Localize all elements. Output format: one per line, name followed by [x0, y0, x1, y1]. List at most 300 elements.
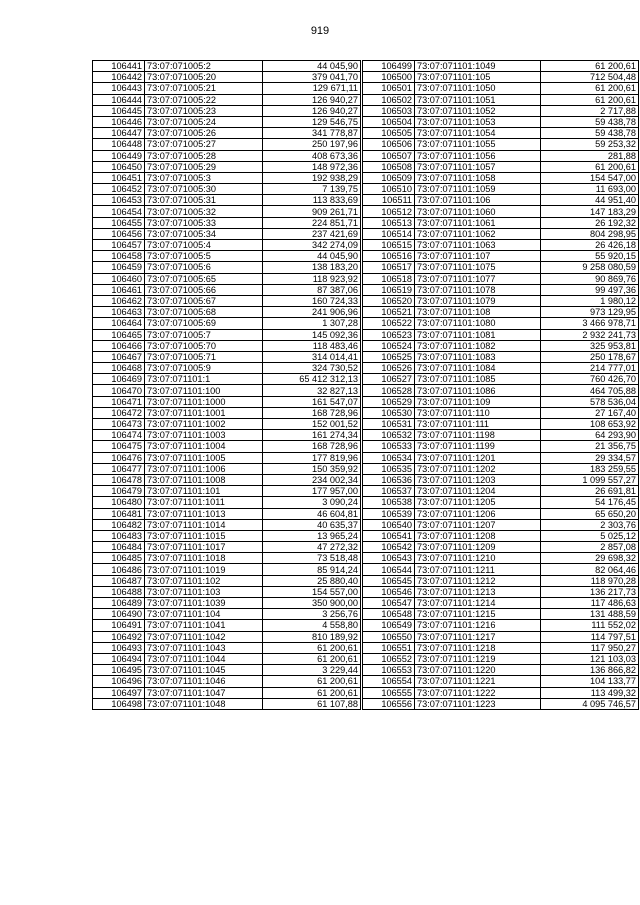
cadastral-number-cell: 73:07:071005:20 — [145, 72, 263, 83]
amount-cell: 214 777,01 — [541, 363, 639, 374]
cadastral-number-cell: 73:07:071101:1000 — [145, 396, 263, 407]
cadastral-number-cell: 73:07:071101:1049 — [415, 61, 541, 72]
amount-cell: 61 200,61 — [541, 61, 639, 72]
table-row — [93, 519, 361, 530]
amount-cell: 250 197,96 — [263, 139, 361, 150]
cadastral-number-cell: 73:07:071101:1218 — [415, 642, 541, 653]
amount-cell: 152 001,52 — [263, 419, 361, 430]
table-row — [363, 676, 639, 687]
table-row — [363, 508, 639, 519]
cadastral-number-cell: 73:07:071101:1221 — [415, 676, 541, 687]
amount-cell: 2 717,88 — [541, 105, 639, 116]
row-number-cell: 106487 — [93, 575, 145, 586]
amount-cell: 138 183,20 — [263, 262, 361, 273]
cadastral-number-cell: 73:07:071101:1075 — [415, 262, 541, 273]
table-row — [363, 340, 639, 351]
amount-cell: 32 827,13 — [263, 385, 361, 396]
row-number-cell: 106511 — [363, 195, 415, 206]
amount-cell: 578 536,04 — [541, 396, 639, 407]
amount-cell: 27 167,40 — [541, 407, 639, 418]
cadastral-number-cell: 73:07:071101:1206 — [415, 508, 541, 519]
row-number-cell: 106526 — [363, 363, 415, 374]
row-number-cell: 106510 — [363, 184, 415, 195]
amount-cell: 65 412 312,13 — [263, 374, 361, 385]
cadastral-number-cell: 73:07:071101:1001 — [145, 407, 263, 418]
cadastral-number-cell: 73:07:071005:2 — [145, 61, 263, 72]
row-number-cell: 106442 — [93, 72, 145, 83]
amount-cell: 114 797,51 — [541, 631, 639, 642]
table-row — [363, 217, 639, 228]
amount-cell: 237 421,69 — [263, 228, 361, 239]
amount-cell: 161 274,34 — [263, 430, 361, 441]
row-number-cell: 106446 — [93, 116, 145, 127]
cadastral-number-cell: 73:07:071101:1003 — [145, 430, 263, 441]
cadastral-number-cell: 73:07:071101:1044 — [145, 653, 263, 664]
cadastral-number-cell: 73:07:071005:7 — [145, 329, 263, 340]
row-number-cell: 106480 — [93, 497, 145, 508]
cadastral-number-cell: 73:07:071101:1041 — [145, 620, 263, 631]
cadastral-number-cell: 73:07:071005:31 — [145, 195, 263, 206]
amount-cell: 4 095 746,57 — [541, 698, 639, 709]
cadastral-number-cell: 73:07:071101:108 — [415, 307, 541, 318]
cadastral-number-cell: 73:07:071101:1050 — [415, 83, 541, 94]
cadastral-number-cell: 73:07:071101:1080 — [415, 318, 541, 329]
table-row — [93, 172, 361, 183]
cadastral-number-cell: 73:07:071101:1209 — [415, 542, 541, 553]
table-row — [93, 139, 361, 150]
row-number-cell: 106448 — [93, 139, 145, 150]
row-number-cell: 106476 — [93, 452, 145, 463]
cadastral-number-cell: 73:07:071101:1082 — [415, 340, 541, 351]
amount-cell: 183 259,55 — [541, 463, 639, 474]
cadastral-number-cell: 73:07:071101:1199 — [415, 441, 541, 452]
table-row — [93, 542, 361, 553]
amount-cell: 148 972,36 — [263, 161, 361, 172]
table-row — [363, 642, 639, 653]
row-number-cell: 106551 — [363, 642, 415, 653]
cadastral-number-cell: 73:07:071101:1011 — [145, 497, 263, 508]
amount-cell: 44 045,90 — [263, 251, 361, 262]
amount-cell: 11 693,00 — [541, 184, 639, 195]
amount-cell: 25 880,40 — [263, 575, 361, 586]
amount-cell: 118 483,46 — [263, 340, 361, 351]
cadastral-number-cell: 73:07:071101:1042 — [145, 631, 263, 642]
cadastral-number-cell: 73:07:071005:29 — [145, 161, 263, 172]
row-number-cell: 106456 — [93, 228, 145, 239]
table-row — [363, 94, 639, 105]
amount-cell: 126 940,27 — [263, 94, 361, 105]
row-number-cell: 106556 — [363, 698, 415, 709]
row-number-cell: 106534 — [363, 452, 415, 463]
cadastral-number-cell: 73:07:071101:1083 — [415, 351, 541, 362]
table-row — [363, 184, 639, 195]
table-row — [363, 161, 639, 172]
amount-cell: 408 673,36 — [263, 150, 361, 161]
cadastral-number-cell: 73:07:071005:26 — [145, 128, 263, 139]
row-number-cell: 106555 — [363, 687, 415, 698]
row-number-cell: 106468 — [93, 363, 145, 374]
row-number-cell: 106518 — [363, 273, 415, 284]
cadastral-number-cell: 73:07:071101:1220 — [415, 665, 541, 676]
row-number-cell: 106441 — [93, 61, 145, 72]
amount-cell: 26 192,32 — [541, 217, 639, 228]
table-row — [93, 195, 361, 206]
table-row — [93, 419, 361, 430]
row-number-cell: 106502 — [363, 94, 415, 105]
table-row — [93, 586, 361, 597]
cadastral-number-cell: 73:07:071005:66 — [145, 284, 263, 295]
cadastral-number-cell: 73:07:071101:1017 — [145, 542, 263, 553]
row-number-cell: 106517 — [363, 262, 415, 273]
row-number-cell: 106470 — [93, 385, 145, 396]
row-number-cell: 106530 — [363, 407, 415, 418]
row-number-cell: 106444 — [93, 94, 145, 105]
amount-cell: 55 920,15 — [541, 251, 639, 262]
cadastral-number-cell: 73:07:071101:1205 — [415, 497, 541, 508]
table-row — [363, 72, 639, 83]
row-number-cell: 106462 — [93, 295, 145, 306]
amount-cell: 5 025,12 — [541, 530, 639, 541]
cadastral-number-cell: 73:07:071101:1019 — [145, 564, 263, 575]
row-number-cell: 106512 — [363, 206, 415, 217]
table-row — [363, 206, 639, 217]
table-row — [363, 105, 639, 116]
table-row — [93, 385, 361, 396]
left-table-body — [93, 61, 361, 710]
right-register-table — [362, 60, 639, 710]
amount-cell: 342 274,09 — [263, 240, 361, 251]
amount-cell: 150 359,92 — [263, 463, 361, 474]
row-number-cell: 106522 — [363, 318, 415, 329]
amount-cell: 3 256,76 — [263, 609, 361, 620]
table-row — [93, 553, 361, 564]
row-number-cell: 106483 — [93, 530, 145, 541]
left-register-table — [92, 60, 361, 710]
table-row — [93, 396, 361, 407]
row-number-cell: 106523 — [363, 329, 415, 340]
cadastral-number-cell: 73:07:071005:28 — [145, 150, 263, 161]
cadastral-number-cell: 73:07:071101:1223 — [415, 698, 541, 709]
cadastral-number-cell: 73:07:071101:1048 — [145, 698, 263, 709]
table-row — [363, 262, 639, 273]
cadastral-number-cell: 73:07:071005:22 — [145, 94, 263, 105]
cadastral-number-cell: 73:07:071101:1208 — [415, 530, 541, 541]
table-row — [93, 620, 361, 631]
row-number-cell: 106473 — [93, 419, 145, 430]
table-row — [93, 72, 361, 83]
cadastral-number-cell: 73:07:071101:110 — [415, 407, 541, 418]
row-number-cell: 106501 — [363, 83, 415, 94]
cadastral-number-cell: 73:07:071101:1216 — [415, 620, 541, 631]
row-number-cell: 106520 — [363, 295, 415, 306]
cadastral-number-cell: 73:07:071101:1018 — [145, 553, 263, 564]
row-number-cell: 106537 — [363, 486, 415, 497]
cadastral-number-cell: 73:07:071005:3 — [145, 172, 263, 183]
table-row — [93, 206, 361, 217]
amount-cell: 61 200,61 — [541, 83, 639, 94]
table-row — [363, 598, 639, 609]
cadastral-number-cell: 73:07:071101:1063 — [415, 240, 541, 251]
row-number-cell: 106450 — [93, 161, 145, 172]
cadastral-number-cell: 73:07:071101:1079 — [415, 295, 541, 306]
amount-cell: 59 253,32 — [541, 139, 639, 150]
row-number-cell: 106531 — [363, 419, 415, 430]
amount-cell: 314 014,41 — [263, 351, 361, 362]
row-number-cell: 106475 — [93, 441, 145, 452]
amount-cell: 168 728,96 — [263, 407, 361, 418]
amount-cell: 3 090,24 — [263, 497, 361, 508]
row-number-cell: 106548 — [363, 609, 415, 620]
cadastral-number-cell: 73:07:071101:1062 — [415, 228, 541, 239]
row-number-cell: 106479 — [93, 486, 145, 497]
table-row — [93, 407, 361, 418]
row-number-cell: 106447 — [93, 128, 145, 139]
table-row — [363, 116, 639, 127]
row-number-cell: 106500 — [363, 72, 415, 83]
row-number-cell: 106519 — [363, 284, 415, 295]
table-row — [93, 530, 361, 541]
cadastral-number-cell: 73:07:071101:1215 — [415, 609, 541, 620]
row-number-cell: 106528 — [363, 385, 415, 396]
table-row — [93, 128, 361, 139]
table-row — [93, 116, 361, 127]
table-row — [363, 139, 639, 150]
row-number-cell: 106513 — [363, 217, 415, 228]
row-number-cell: 106477 — [93, 463, 145, 474]
row-number-cell: 106469 — [93, 374, 145, 385]
cadastral-number-cell: 73:07:071101:1214 — [415, 598, 541, 609]
table-row — [363, 273, 639, 284]
amount-cell: 3 229,44 — [263, 665, 361, 676]
amount-cell: 281,88 — [541, 150, 639, 161]
cadastral-number-cell: 73:07:071005:69 — [145, 318, 263, 329]
row-number-cell: 106443 — [93, 83, 145, 94]
table-row — [93, 94, 361, 105]
row-number-cell: 106489 — [93, 598, 145, 609]
row-number-cell: 106463 — [93, 307, 145, 318]
row-number-cell: 106486 — [93, 564, 145, 575]
row-number-cell: 106474 — [93, 430, 145, 441]
amount-cell: 464 705,88 — [541, 385, 639, 396]
table-row — [93, 240, 361, 251]
row-number-cell: 106495 — [93, 665, 145, 676]
row-number-cell: 106505 — [363, 128, 415, 139]
page-number: 919 — [310, 25, 330, 37]
cadastral-number-cell: 73:07:071101:107 — [415, 251, 541, 262]
table-row — [363, 586, 639, 597]
amount-cell: 136 866,82 — [541, 665, 639, 676]
table-row — [93, 340, 361, 351]
row-number-cell: 106494 — [93, 653, 145, 664]
table-row — [93, 564, 361, 575]
row-number-cell: 106453 — [93, 195, 145, 206]
amount-cell: 99 497,36 — [541, 284, 639, 295]
row-number-cell: 106527 — [363, 374, 415, 385]
cadastral-number-cell: 73:07:071101:1056 — [415, 150, 541, 161]
row-number-cell: 106481 — [93, 508, 145, 519]
amount-cell: 1 980,12 — [541, 295, 639, 306]
cadastral-number-cell: 73:07:071005:6 — [145, 262, 263, 273]
row-number-cell: 106455 — [93, 217, 145, 228]
cadastral-number-cell: 73:07:071005:68 — [145, 307, 263, 318]
table-row — [93, 474, 361, 485]
row-number-cell: 106451 — [93, 172, 145, 183]
row-number-cell: 106514 — [363, 228, 415, 239]
row-number-cell: 106538 — [363, 497, 415, 508]
table-row — [93, 452, 361, 463]
cadastral-number-cell: 73:07:071101:1210 — [415, 553, 541, 564]
amount-cell: 59 438,78 — [541, 116, 639, 127]
table-row — [363, 620, 639, 631]
row-number-cell: 106552 — [363, 653, 415, 664]
amount-cell: 121 103,03 — [541, 653, 639, 664]
table-row — [363, 530, 639, 541]
amount-cell: 44 045,90 — [263, 61, 361, 72]
table-row — [93, 486, 361, 497]
cadastral-number-cell: 73:07:071101:1081 — [415, 329, 541, 340]
table-row — [93, 598, 361, 609]
row-number-cell: 106496 — [93, 676, 145, 687]
table-row — [93, 262, 361, 273]
row-number-cell: 106545 — [363, 575, 415, 586]
cadastral-number-cell: 73:07:071101:1047 — [145, 687, 263, 698]
amount-cell: 61 200,61 — [263, 642, 361, 653]
row-number-cell: 106492 — [93, 631, 145, 642]
amount-cell: 241 906,96 — [263, 307, 361, 318]
cadastral-number-cell: 73:07:071101:1 — [145, 374, 263, 385]
amount-cell: 1 307,28 — [263, 318, 361, 329]
amount-cell: 136 217,73 — [541, 586, 639, 597]
amount-cell: 29 334,57 — [541, 452, 639, 463]
table-row — [93, 430, 361, 441]
amount-cell: 177 957,00 — [263, 486, 361, 497]
cadastral-number-cell: 73:07:071005:24 — [145, 116, 263, 127]
row-number-cell: 106533 — [363, 441, 415, 452]
row-number-cell: 106539 — [363, 508, 415, 519]
amount-cell: 324 730,52 — [263, 363, 361, 374]
table-row — [363, 240, 639, 251]
cadastral-number-cell: 73:07:071101:1043 — [145, 642, 263, 653]
cadastral-number-cell: 73:07:071005:4 — [145, 240, 263, 251]
cadastral-number-cell: 73:07:071101:1057 — [415, 161, 541, 172]
table-row — [363, 374, 639, 385]
table-row — [363, 542, 639, 553]
cadastral-number-cell: 73:07:071005:27 — [145, 139, 263, 150]
table-row — [363, 396, 639, 407]
row-number-cell: 106449 — [93, 150, 145, 161]
amount-cell: 154 547,00 — [541, 172, 639, 183]
cadastral-number-cell: 73:07:071101:100 — [145, 385, 263, 396]
cadastral-number-cell: 73:07:071101:101 — [145, 486, 263, 497]
cadastral-number-cell: 73:07:071101:109 — [415, 396, 541, 407]
amount-cell: 90 869,76 — [541, 273, 639, 284]
cadastral-number-cell: 73:07:071101:1077 — [415, 273, 541, 284]
table-row — [93, 217, 361, 228]
row-number-cell: 106493 — [93, 642, 145, 653]
table-row — [363, 564, 639, 575]
amount-cell: 379 041,70 — [263, 72, 361, 83]
table-row — [363, 172, 639, 183]
cadastral-number-cell: 73:07:071005:30 — [145, 184, 263, 195]
cadastral-number-cell: 73:07:071101:1198 — [415, 430, 541, 441]
cadastral-number-cell: 73:07:071101:1002 — [145, 419, 263, 430]
row-number-cell: 106457 — [93, 240, 145, 251]
row-number-cell: 106467 — [93, 351, 145, 362]
cadastral-number-cell: 73:07:071101:1013 — [145, 508, 263, 519]
row-number-cell: 106525 — [363, 351, 415, 362]
amount-cell: 46 604,81 — [263, 508, 361, 519]
table-row — [363, 295, 639, 306]
amount-cell: 47 272,32 — [263, 542, 361, 553]
cadastral-number-cell: 73:07:071101:1055 — [415, 139, 541, 150]
row-number-cell: 106497 — [93, 687, 145, 698]
table-row — [363, 363, 639, 374]
amount-cell: 161 547,07 — [263, 396, 361, 407]
row-number-cell: 106547 — [363, 598, 415, 609]
row-number-cell: 106553 — [363, 665, 415, 676]
amount-cell: 13 965,24 — [263, 530, 361, 541]
amount-cell: 54 176,45 — [541, 497, 639, 508]
amount-cell: 168 728,96 — [263, 441, 361, 452]
table-row — [363, 251, 639, 262]
amount-cell: 160 724,33 — [263, 295, 361, 306]
cadastral-number-cell: 73:07:071101:1015 — [145, 530, 263, 541]
row-number-cell: 106532 — [363, 430, 415, 441]
cadastral-number-cell: 73:07:071005:21 — [145, 83, 263, 94]
row-number-cell: 106482 — [93, 519, 145, 530]
table-row — [363, 407, 639, 418]
amount-cell: 117 950,27 — [541, 642, 639, 653]
cadastral-number-cell: 73:07:071101:1060 — [415, 206, 541, 217]
row-number-cell: 106516 — [363, 251, 415, 262]
cadastral-number-cell: 73:07:071101:1039 — [145, 598, 263, 609]
table-row — [93, 273, 361, 284]
amount-cell: 973 129,95 — [541, 307, 639, 318]
row-number-cell: 106507 — [363, 150, 415, 161]
cadastral-number-cell: 73:07:071101:1054 — [415, 128, 541, 139]
table-row — [363, 463, 639, 474]
amount-cell: 104 133,77 — [541, 676, 639, 687]
row-number-cell: 106484 — [93, 542, 145, 553]
table-row — [93, 698, 361, 709]
amount-cell: 61 200,61 — [263, 687, 361, 698]
table-row — [363, 430, 639, 441]
row-number-cell: 106543 — [363, 553, 415, 564]
table-row — [93, 351, 361, 362]
table-row — [93, 497, 361, 508]
row-number-cell: 106465 — [93, 329, 145, 340]
cadastral-number-cell: 73:07:071101:1212 — [415, 575, 541, 586]
table-row — [363, 128, 639, 139]
row-number-cell: 106542 — [363, 542, 415, 553]
table-row — [93, 61, 361, 72]
cadastral-number-cell: 73:07:071101:104 — [145, 609, 263, 620]
cadastral-number-cell: 73:07:071101:1211 — [415, 564, 541, 575]
amount-cell: 111 552,02 — [541, 620, 639, 631]
cadastral-number-cell: 73:07:071101:111 — [415, 419, 541, 430]
table-row — [93, 642, 361, 653]
amount-cell: 118 923,92 — [263, 273, 361, 284]
row-number-cell: 106554 — [363, 676, 415, 687]
cadastral-number-cell: 73:07:071101:1008 — [145, 474, 263, 485]
amount-cell: 61 200,61 — [541, 94, 639, 105]
row-number-cell: 106445 — [93, 105, 145, 116]
amount-cell: 126 940,27 — [263, 105, 361, 116]
table-row — [363, 519, 639, 530]
table-row — [363, 385, 639, 396]
table-row — [93, 631, 361, 642]
amount-cell: 2 303,76 — [541, 519, 639, 530]
